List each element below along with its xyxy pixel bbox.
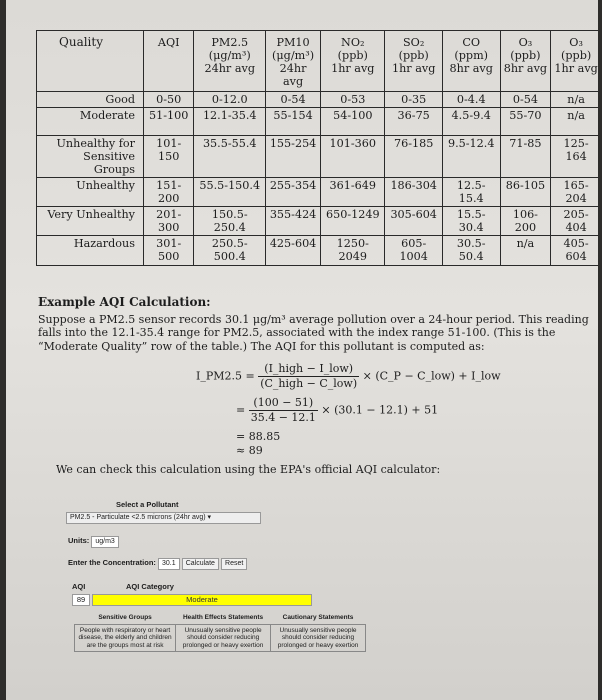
cell-pm10: 255-354 <box>266 178 321 207</box>
cell-o3_1: 405-604 <box>551 236 598 266</box>
cell-aqi: 0-50 <box>144 92 194 108</box>
cell-quality: Good <box>37 92 144 108</box>
health-statements-table <box>74 612 366 652</box>
health-effects-text: Unusually sensitive people should consider reducing prolonged or heavy exertion <box>176 624 271 652</box>
cell-pm25: 250.5-500.4 <box>194 236 266 266</box>
example-body: Suppose a PM2.5 sensor records 30.1 μg/m³ average pollution over a 24-hour period. This reading falls into the 12.1-35.4 range for PM2.5, associated with the index range 51-100. (This is the “Moderate Quality” row of the table.) The AQI for this pollutant is computed as: <box>38 312 589 353</box>
health-effects-header: Health Effects Statements <box>182 614 264 621</box>
aqi-category-label: AQI Category <box>126 582 174 591</box>
cell-so2: 36-75 <box>385 108 442 136</box>
reset-button[interactable]: Reset <box>221 558 247 570</box>
cell-pm10: 155-254 <box>266 136 321 178</box>
cell-o3_8: 0-54 <box>500 92 551 108</box>
cell-o3_1: 165-204 <box>551 178 598 207</box>
table-row <box>37 108 599 136</box>
document-page <box>6 0 598 700</box>
cell-so2: 76-185 <box>385 136 442 178</box>
table-row <box>37 207 599 236</box>
cell-so2: 186-304 <box>385 178 442 207</box>
cell-pm10: 55-154 <box>266 108 321 136</box>
cell-co: 9.5-12.4 <box>442 136 500 178</box>
cell-so2: 305-604 <box>385 207 442 236</box>
header-co: CO (ppm) 8hr avg <box>442 31 500 92</box>
header-aqi: AQI <box>144 31 194 92</box>
table-row <box>37 178 599 207</box>
units-label: Units: <box>68 536 90 545</box>
calculator-intro: We can check this calculation using the EPA's official AQI calculator: <box>56 463 441 476</box>
cell-pm25: 12.1-35.4 <box>194 108 266 136</box>
cell-pm10: 355-424 <box>266 207 321 236</box>
cell-o3_8: 86-105 <box>500 178 551 207</box>
formula-tail-2: × (30.1 − 12.1) + 51 <box>321 403 439 417</box>
cautionary-header: Cautionary Statements <box>282 614 354 621</box>
header-so2: SO₂ (ppb) 1hr avg <box>385 31 442 92</box>
cell-no2: 650-1249 <box>321 207 385 236</box>
formula-lhs: I_PM2.5 = <box>196 369 255 383</box>
aqi-formula: I_PM2.5 = $\frac{\text{(I\_high − I\_low)}}{\text{(C\_high − C\_low)}}$ × (C_P − C_low) + I_low = $\frac{(100 - 51)}{35.4 - 12.1}$ × (30.1 − 12.1) + 51 = 88.85 ≈ 89 <box>196 362 501 457</box>
concentration-input[interactable]: 30.1 <box>158 558 180 570</box>
formula-tail-1: × (C_P − C_low) + I_low <box>362 369 501 383</box>
cell-so2: 0-35 <box>385 92 442 108</box>
cell-o3_1: n/a <box>551 92 598 108</box>
sensitive-groups-header: Sensitive Groups <box>98 614 152 621</box>
header-o3-1hr: O₃ (ppb) 1hr avg <box>551 31 598 92</box>
cell-aqi: 51-100 <box>144 108 194 136</box>
example-section <box>38 296 598 353</box>
cell-o3_1: n/a <box>551 108 598 136</box>
cell-pm25: 150.5-250.4 <box>194 207 266 236</box>
dropdown-arrow-icon: ▾ <box>207 514 212 521</box>
cell-quality: Moderate <box>37 108 144 136</box>
header-pm25: PM2.5 (μg/m³) 24hr avg <box>194 31 266 92</box>
cell-no2: 54-100 <box>321 108 385 136</box>
example-title: Example AQI Calculation: <box>38 295 211 309</box>
cell-quality: Unhealthy <box>37 178 144 207</box>
cell-aqi: 301-500 <box>144 236 194 266</box>
cell-no2: 0-53 <box>321 92 385 108</box>
cell-o3_8: 71-85 <box>500 136 551 178</box>
cell-pm25: 0-12.0 <box>194 92 266 108</box>
cell-pm25: 55.5-150.4 <box>194 178 266 207</box>
formula-fraction-1: $\frac{\text{(I\_high − I\_low)}}{\text{(C\_high − C\_low)}}$ <box>260 362 358 390</box>
concentration-label: Enter the Concentration: <box>68 558 156 567</box>
aqi-breakpoint-table <box>36 30 598 266</box>
cell-no2: 101-360 <box>321 136 385 178</box>
cell-co: 30.5-50.4 <box>442 236 500 266</box>
header-no2: NO₂ (ppb) 1hr avg <box>321 31 385 92</box>
cell-pm25: 35.5-55.4 <box>194 136 266 178</box>
cell-pm10: 425-604 <box>266 236 321 266</box>
cell-co: 15.5-30.4 <box>442 207 500 236</box>
cell-no2: 361-649 <box>321 178 385 207</box>
header-o3-8hr: O₃ (ppb) 8hr avg <box>500 31 551 92</box>
cell-so2: 605-1004 <box>385 236 442 266</box>
cell-quality: Very Unhealthy <box>37 207 144 236</box>
calculate-button[interactable]: Calculate <box>182 558 219 570</box>
sensitive-groups-text: People with respiratory or heart disease, the elderly and children are the groups most at risk <box>75 624 176 652</box>
cell-o3_1: 125-164 <box>551 136 598 178</box>
pollutant-select[interactable]: PM2.5 - Particulate <2.5 microns (24hr avg) ▾ <box>66 512 261 524</box>
cell-o3_1: 205-404 <box>551 207 598 236</box>
cell-o3_8: 106-200 <box>500 207 551 236</box>
aqi-category-value: Moderate <box>92 594 312 606</box>
aqi-result-value: 89 <box>72 594 90 606</box>
table-header-row <box>37 31 599 92</box>
cell-quality: Unhealthy for Sensitive Groups <box>37 136 144 178</box>
units-field[interactable]: ug/m3 <box>91 536 118 548</box>
cell-aqi: 201-300 <box>144 207 194 236</box>
cell-co: 12.5-15.4 <box>442 178 500 207</box>
cell-co: 4.5-9.4 <box>442 108 500 136</box>
formula-fraction-2: $\frac{(100 - 51)}{35.4 - 12.1}$ <box>250 396 316 424</box>
table-row <box>37 92 599 108</box>
header-pm10: PM10 (μg/m³) 24hr avg <box>266 31 321 92</box>
cell-co: 0-4.4 <box>442 92 500 108</box>
table-row <box>37 136 599 178</box>
cell-aqi: 101-150 <box>144 136 194 178</box>
cell-o3_8: n/a <box>500 236 551 266</box>
cell-no2: 1250-2049 <box>321 236 385 266</box>
select-pollutant-label: Select a Pollutant <box>116 500 179 509</box>
cell-quality: Hazardous <box>37 236 144 266</box>
cautionary-text: Unusually sensitive people should consider reducing prolonged or heavy exertion <box>271 624 366 652</box>
cell-o3_8: 55-70 <box>500 108 551 136</box>
aqi-result-label: AQI <box>72 582 86 591</box>
formula-result-1: = 88.85 <box>236 430 281 443</box>
header-quality: Quality <box>37 31 144 92</box>
table-row <box>37 236 599 266</box>
cell-aqi: 151-200 <box>144 178 194 207</box>
cell-pm10: 0-54 <box>266 92 321 108</box>
formula-result-2: ≈ 89 <box>236 444 263 457</box>
